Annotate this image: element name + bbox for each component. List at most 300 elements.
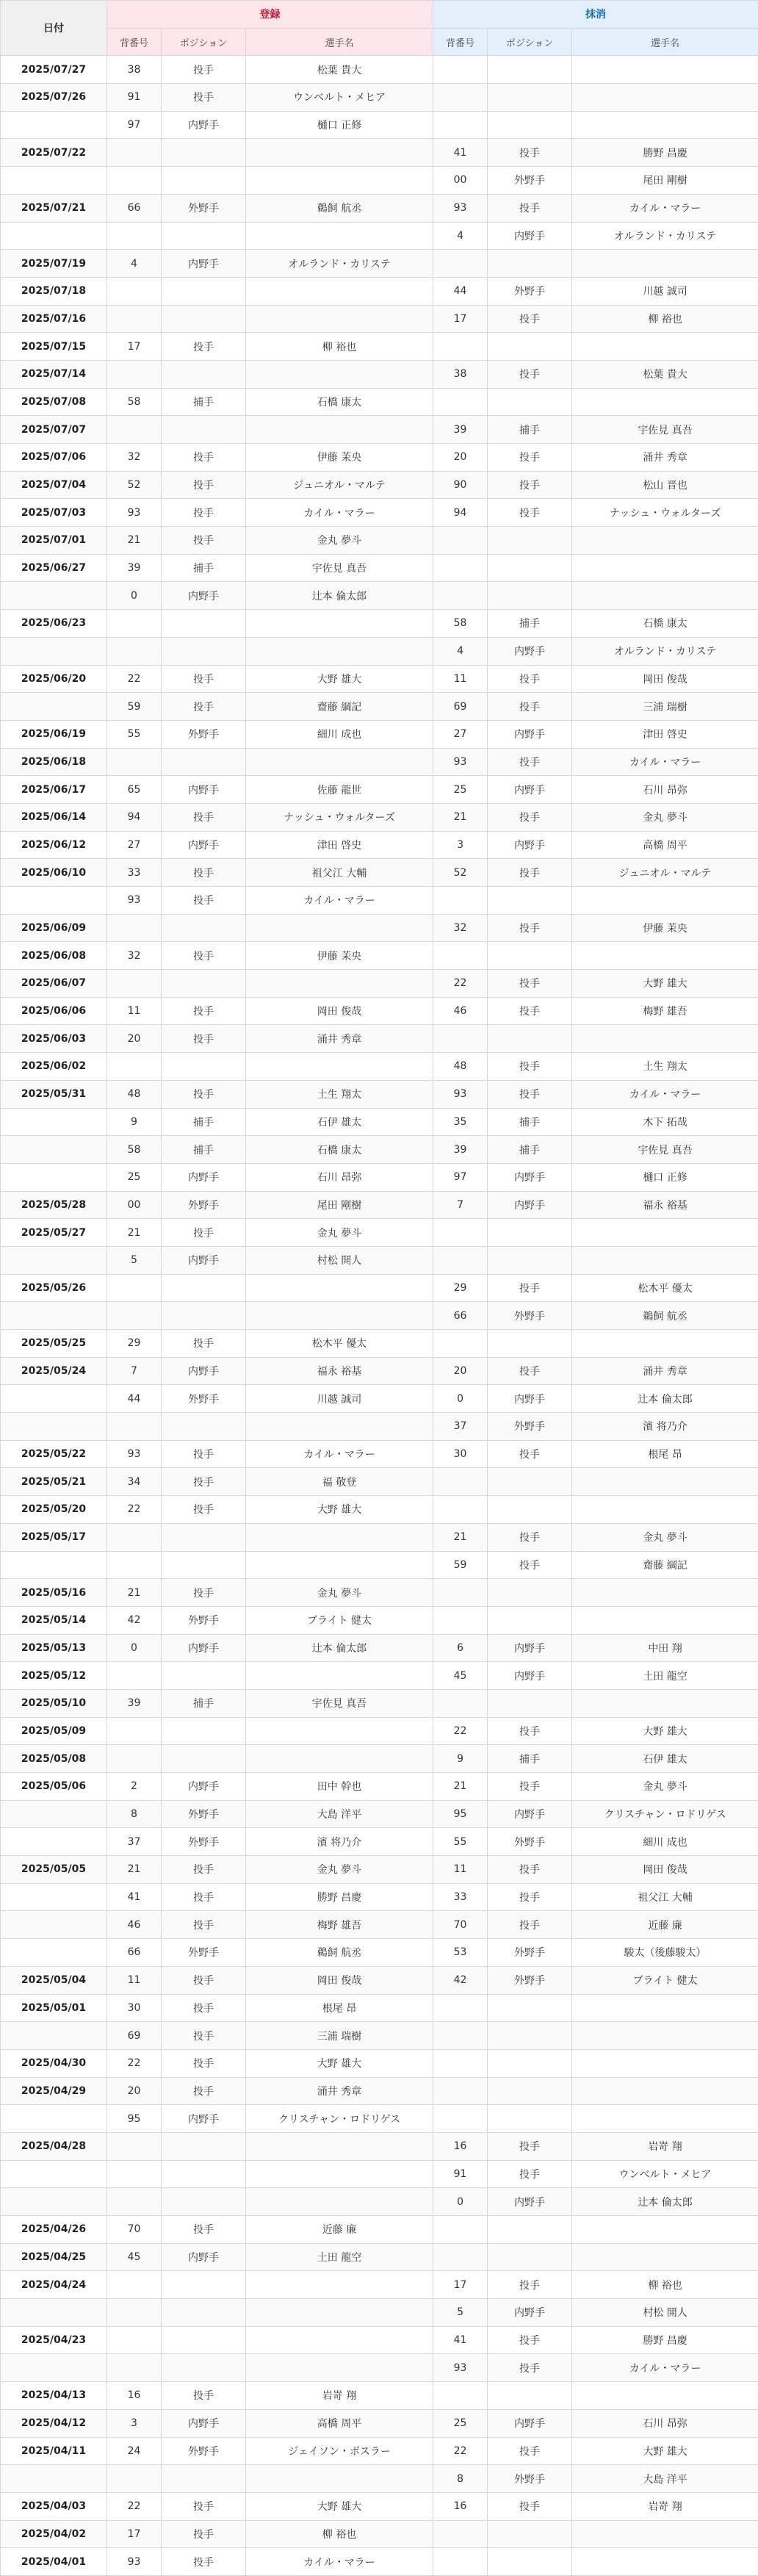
register-number-cell: 42 — [107, 1606, 162, 1634]
deregister-number-cell: 17 — [433, 2271, 488, 2299]
register-player-cell: 大野 雄大 — [246, 2049, 433, 2077]
deregister-position-cell: 投手 — [488, 499, 572, 527]
row-date-cell: 2025/06/20 — [1, 665, 107, 693]
row-date-cell — [1, 1911, 107, 1939]
register-position-cell: 捕手 — [162, 388, 246, 416]
deregister-player-cell: ジュニオル・マルテ — [572, 859, 758, 887]
register-player-cell — [246, 1745, 433, 1773]
register-number-cell — [107, 167, 162, 195]
deregister-number-cell — [433, 2548, 488, 2576]
register-position-cell — [162, 1274, 246, 1302]
register-player-cell — [246, 167, 433, 195]
register-number-cell: 22 — [107, 665, 162, 693]
register-player-cell — [246, 610, 433, 638]
deregister-player-cell — [572, 1579, 758, 1607]
register-number-cell: 0 — [107, 1634, 162, 1662]
deregister-position-cell — [488, 2548, 572, 2576]
deregister-number-cell: 5 — [433, 2299, 488, 2327]
deregister-position-cell: 外野手 — [488, 1966, 572, 1994]
row-date-cell: 2025/07/08 — [1, 388, 107, 416]
deregister-position-cell: 投手 — [488, 1357, 572, 1385]
register-player-cell: 石橋 康太 — [246, 1136, 433, 1164]
register-number-cell: 66 — [107, 194, 162, 222]
register-number-cell: 39 — [107, 1689, 162, 1717]
deregister-position-cell: 外野手 — [488, 277, 572, 305]
row-date-cell: 2025/05/24 — [1, 1357, 107, 1385]
deregister-position-cell: 内野手 — [488, 1800, 572, 1828]
row-date-cell: 2025/04/24 — [1, 2271, 107, 2299]
row-date-cell — [1, 1413, 107, 1441]
deregister-player-cell: 大野 雄大 — [572, 2437, 758, 2465]
deregister-player-cell: 三浦 瑞樹 — [572, 693, 758, 721]
table-row — [1, 2354, 758, 2382]
row-date-cell: 2025/05/31 — [1, 1080, 107, 1108]
deregister-number-cell: 17 — [433, 305, 488, 333]
row-date-cell: 2025/07/16 — [1, 305, 107, 333]
table-row — [1, 720, 758, 748]
row-date-cell: 2025/06/08 — [1, 942, 107, 970]
deregister-number-cell: 45 — [433, 1662, 488, 1690]
register-number-cell: 55 — [107, 720, 162, 748]
register-position-cell: 投手 — [162, 444, 246, 472]
register-position-cell: 内野手 — [162, 2409, 246, 2437]
register-player-cell: 伊藤 茉央 — [246, 942, 433, 970]
row-date-cell — [1, 111, 107, 139]
register-player-cell: オルランド・カリステ — [246, 250, 433, 278]
register-player-cell — [246, 914, 433, 942]
register-player-cell: 岡田 俊哉 — [246, 1966, 433, 1994]
deregister-number-cell: 70 — [433, 1911, 488, 1939]
register-number-cell: 66 — [107, 1939, 162, 1967]
row-date-cell: 2025/06/14 — [1, 803, 107, 831]
row-date-cell — [1, 1136, 107, 1164]
register-position-cell: 投手 — [162, 527, 246, 555]
register-position-cell: 投手 — [162, 1219, 246, 1247]
register-position-cell: 投手 — [162, 1025, 246, 1053]
row-date-cell: 2025/05/06 — [1, 1773, 107, 1801]
row-date-cell: 2025/05/25 — [1, 1330, 107, 1358]
register-number-cell: 21 — [107, 1579, 162, 1607]
deregister-position-cell: 投手 — [488, 914, 572, 942]
deregister-number-cell — [433, 2022, 488, 2050]
deregister-player-cell: 福永 裕基 — [572, 1191, 758, 1219]
register-number-cell: 22 — [107, 2049, 162, 2077]
register-number-header: 背番号 — [107, 28, 162, 56]
register-number-cell — [107, 2132, 162, 2160]
deregister-position-cell — [488, 2049, 572, 2077]
deregister-player-cell: 岡田 俊哉 — [572, 665, 758, 693]
table-row — [1, 1994, 758, 2022]
deregister-player-cell: 尾田 剛樹 — [572, 167, 758, 195]
deregister-player-cell: 金丸 夢斗 — [572, 1523, 758, 1551]
register-player-cell: 柳 裕也 — [246, 2520, 433, 2548]
deregister-number-cell — [433, 1219, 488, 1247]
register-player-cell: 石川 昂弥 — [246, 1163, 433, 1191]
deregister-position-cell: 内野手 — [488, 2299, 572, 2327]
register-position-cell: 外野手 — [162, 1606, 246, 1634]
row-date-cell: 2025/07/01 — [1, 527, 107, 555]
register-player-cell: 川越 誠司 — [246, 1385, 433, 1413]
deregister-player-cell: 津田 啓史 — [572, 720, 758, 748]
deregister-number-cell — [433, 2520, 488, 2548]
deregister-number-cell: 00 — [433, 167, 488, 195]
deregister-header: 抹消 — [433, 1, 758, 29]
register-position-cell: 内野手 — [162, 1634, 246, 1662]
register-position-cell: 投手 — [162, 2382, 246, 2410]
deregister-player-cell — [572, 2382, 758, 2410]
deregister-position-cell: 内野手 — [488, 720, 572, 748]
register-position-cell — [162, 970, 246, 998]
deregister-number-cell — [433, 582, 488, 610]
deregister-position-cell: 内野手 — [488, 1385, 572, 1413]
register-position-cell: 内野手 — [162, 1246, 246, 1274]
row-date-cell: 2025/05/08 — [1, 1745, 107, 1773]
register-number-cell: 97 — [107, 111, 162, 139]
register-position-cell: 投手 — [162, 665, 246, 693]
register-player-cell: 齋藤 綱記 — [246, 693, 433, 721]
deregister-number-cell — [433, 527, 488, 555]
deregister-position-cell: 内野手 — [488, 1163, 572, 1191]
table-row — [1, 277, 758, 305]
register-player-cell — [246, 2465, 433, 2493]
deregister-player-cell — [572, 582, 758, 610]
row-date-cell — [1, 1800, 107, 1828]
register-number-cell: 41 — [107, 1883, 162, 1911]
deregister-number-cell: 20 — [433, 1357, 488, 1385]
table-row — [1, 84, 758, 112]
deregister-number-cell — [433, 554, 488, 582]
register-player-cell — [246, 2354, 433, 2382]
deregister-player-cell — [572, 84, 758, 112]
table-row — [1, 1163, 758, 1191]
register-number-cell: 70 — [107, 2216, 162, 2244]
register-position-cell: 捕手 — [162, 1108, 246, 1136]
deregister-player-cell — [572, 2520, 758, 2548]
register-position-cell: 投手 — [162, 1856, 246, 1884]
table-row — [1, 56, 758, 84]
deregister-number-cell — [433, 111, 488, 139]
register-position-cell — [162, 277, 246, 305]
deregister-number-cell — [433, 2077, 488, 2105]
register-player-cell: 村松 開人 — [246, 1246, 433, 1274]
row-date-cell: 2025/06/12 — [1, 831, 107, 859]
deregister-number-cell: 8 — [433, 2465, 488, 2493]
deregister-player-cell — [572, 2548, 758, 2576]
register-player-cell: 宇佐見 真吾 — [246, 554, 433, 582]
deregister-position-cell: 投手 — [488, 1717, 572, 1745]
deregister-player-cell: 大野 雄大 — [572, 970, 758, 998]
register-position-cell: 内野手 — [162, 111, 246, 139]
deregister-player-cell — [572, 2077, 758, 2105]
table-row — [1, 1523, 758, 1551]
deregister-number-cell: 41 — [433, 139, 488, 167]
row-date-cell: 2025/06/27 — [1, 554, 107, 582]
deregister-position-cell — [488, 250, 572, 278]
register-number-cell: 34 — [107, 1468, 162, 1496]
table-row — [1, 2022, 758, 2050]
register-number-cell: 38 — [107, 56, 162, 84]
deregister-player-cell — [572, 333, 758, 361]
register-position-cell: 内野手 — [162, 1163, 246, 1191]
register-number-cell: 3 — [107, 2409, 162, 2437]
deregister-number-cell — [433, 1246, 488, 1274]
register-number-cell — [107, 2299, 162, 2327]
deregister-number-cell: 53 — [433, 1939, 488, 1967]
deregister-position-cell: 外野手 — [488, 1939, 572, 1967]
deregister-player-cell — [572, 2022, 758, 2050]
register-player-cell: 大野 雄大 — [246, 1496, 433, 1524]
row-date-cell — [1, 1246, 107, 1274]
deregister-player-cell: 涌井 秀章 — [572, 444, 758, 472]
deregister-position-cell: 投手 — [488, 2437, 572, 2465]
register-position-cell: 投手 — [162, 1330, 246, 1358]
row-date-cell — [1, 1551, 107, 1579]
deregister-position-cell: 投手 — [488, 1440, 572, 1468]
register-number-cell: 93 — [107, 499, 162, 527]
row-date-cell: 2025/06/10 — [1, 859, 107, 887]
register-player-cell: クリスチャン・ロドリゲス — [246, 2105, 433, 2133]
register-number-cell: 22 — [107, 1496, 162, 1524]
deregister-number-cell — [433, 887, 488, 915]
register-position-cell: 投手 — [162, 1080, 246, 1108]
register-position-cell: 外野手 — [162, 720, 246, 748]
table-row — [1, 2299, 758, 2327]
deregister-number-cell — [433, 1496, 488, 1524]
table-row — [1, 388, 758, 416]
register-position-cell: 投手 — [162, 471, 246, 499]
deregister-number-cell: 22 — [433, 1717, 488, 1745]
table-row — [1, 499, 758, 527]
row-date-cell: 2025/05/27 — [1, 1219, 107, 1247]
deregister-player-cell: 松木平 優太 — [572, 1274, 758, 1302]
deregister-player-cell: 土田 龍空 — [572, 1662, 758, 1690]
register-number-cell — [107, 610, 162, 638]
register-player-cell: 柳 裕也 — [246, 333, 433, 361]
register-player-cell — [246, 2188, 433, 2216]
deregister-number-cell: 21 — [433, 1523, 488, 1551]
register-position-cell: 外野手 — [162, 2437, 246, 2465]
table-row — [1, 2465, 758, 2493]
deregister-player-cell: 辻本 倫太郎 — [572, 1385, 758, 1413]
deregister-position-cell: 投手 — [488, 1080, 572, 1108]
deregister-player-cell: 濱 将乃介 — [572, 1413, 758, 1441]
deregister-position-cell: 投手 — [488, 693, 572, 721]
table-row — [1, 2216, 758, 2244]
deregister-number-cell: 6 — [433, 1634, 488, 1662]
register-player-cell: 辻本 倫太郎 — [246, 1634, 433, 1662]
register-player-cell — [246, 970, 433, 998]
register-player-cell: カイル・マラー — [246, 1440, 433, 1468]
deregister-number-cell: 91 — [433, 2160, 488, 2188]
register-position-cell: 投手 — [162, 859, 246, 887]
deregister-number-cell — [433, 2105, 488, 2133]
deregister-player-cell — [572, 1025, 758, 1053]
row-date-cell: 2025/06/19 — [1, 720, 107, 748]
register-number-cell: 11 — [107, 997, 162, 1025]
register-player-cell: 松木平 優太 — [246, 1330, 433, 1358]
register-player-cell: 岩嵜 翔 — [246, 2382, 433, 2410]
register-number-cell — [107, 1717, 162, 1745]
deregister-player-cell: カイル・マラー — [572, 194, 758, 222]
deregister-number-cell: 20 — [433, 444, 488, 472]
table-row — [1, 776, 758, 804]
register-number-cell: 00 — [107, 1191, 162, 1219]
table-row — [1, 1357, 758, 1385]
register-position-cell: 投手 — [162, 942, 246, 970]
deregister-position-cell — [488, 111, 572, 139]
row-date-cell: 2025/06/18 — [1, 748, 107, 776]
row-date-cell: 2025/05/13 — [1, 1634, 107, 1662]
row-date-cell: 2025/07/22 — [1, 139, 107, 167]
table-row — [1, 2049, 758, 2077]
table-row — [1, 2382, 758, 2410]
deregister-number-cell: 22 — [433, 970, 488, 998]
deregister-player-cell: 勝野 昌慶 — [572, 139, 758, 167]
table-row — [1, 1966, 758, 1994]
register-position-cell: 内野手 — [162, 582, 246, 610]
register-number-cell: 11 — [107, 1966, 162, 1994]
deregister-player-cell: ナッシュ・ウォルターズ — [572, 499, 758, 527]
row-date-cell: 2025/05/09 — [1, 1717, 107, 1745]
row-date-cell: 2025/07/21 — [1, 194, 107, 222]
deregister-number-cell: 21 — [433, 1773, 488, 1801]
register-player-cell — [246, 416, 433, 444]
deregister-player-cell: 柳 裕也 — [572, 2271, 758, 2299]
deregister-player-cell — [572, 1246, 758, 1274]
deregister-number-cell: 16 — [433, 2492, 488, 2520]
deregister-number-cell: 0 — [433, 1385, 488, 1413]
row-date-cell: 2025/05/20 — [1, 1496, 107, 1524]
table-row — [1, 554, 758, 582]
deregister-number-cell — [433, 388, 488, 416]
table-row — [1, 194, 758, 222]
register-player-cell — [246, 360, 433, 388]
register-player-header: 選手名 — [246, 28, 433, 56]
deregister-position-cell: 捕手 — [488, 1745, 572, 1773]
deregister-position-cell: 投手 — [488, 1523, 572, 1551]
register-player-cell: 津田 啓史 — [246, 831, 433, 859]
register-position-cell: 捕手 — [162, 554, 246, 582]
deregister-player-cell: 土生 翔太 — [572, 1053, 758, 1081]
register-position-cell — [162, 167, 246, 195]
register-position-cell — [162, 1662, 246, 1690]
deregister-position-cell: 投手 — [488, 2354, 572, 2382]
deregister-player-cell: 近藤 廉 — [572, 1911, 758, 1939]
table-row — [1, 2271, 758, 2299]
row-date-cell — [1, 1385, 107, 1413]
register-position-cell — [162, 2271, 246, 2299]
register-player-cell — [246, 305, 433, 333]
table-row — [1, 1440, 758, 1468]
deregister-player-cell: オルランド・カリステ — [572, 637, 758, 665]
register-player-cell — [246, 2160, 433, 2188]
deregister-position-cell: 捕手 — [488, 1108, 572, 1136]
register-number-cell: 93 — [107, 2548, 162, 2576]
register-player-cell: 近藤 廉 — [246, 2216, 433, 2244]
register-number-cell: 32 — [107, 444, 162, 472]
deregister-position-cell: 内野手 — [488, 637, 572, 665]
deregister-player-cell — [572, 942, 758, 970]
register-player-cell: 涌井 秀章 — [246, 1025, 433, 1053]
register-player-cell — [246, 1551, 433, 1579]
deregister-number-cell: 21 — [433, 803, 488, 831]
deregister-player-cell: 石川 昂弥 — [572, 776, 758, 804]
deregister-player-cell: カイル・マラー — [572, 2354, 758, 2382]
deregister-player-cell: 松山 晋也 — [572, 471, 758, 499]
register-number-cell — [107, 360, 162, 388]
register-position-cell: 投手 — [162, 693, 246, 721]
register-player-cell: カイル・マラー — [246, 2548, 433, 2576]
register-position-cell — [162, 2326, 246, 2354]
table-row — [1, 1053, 758, 1081]
deregister-number-cell: 39 — [433, 416, 488, 444]
table-row — [1, 1662, 758, 1690]
row-date-cell: 2025/05/12 — [1, 1662, 107, 1690]
register-player-cell: 福永 裕基 — [246, 1357, 433, 1385]
deregister-position-cell — [488, 1496, 572, 1524]
deregister-position-cell — [488, 582, 572, 610]
register-position-header: ポジション — [162, 28, 246, 56]
register-position-cell: 投手 — [162, 2520, 246, 2548]
register-player-cell: ジェイソン・ボスラー — [246, 2437, 433, 2465]
table-body — [1, 56, 758, 2576]
row-date-cell: 2025/07/26 — [1, 84, 107, 112]
deregister-position-cell: 内野手 — [488, 1634, 572, 1662]
register-position-cell — [162, 2299, 246, 2327]
row-date-cell: 2025/07/06 — [1, 444, 107, 472]
deregister-player-header: 選手名 — [572, 28, 758, 56]
deregister-number-cell: 93 — [433, 748, 488, 776]
deregister-player-cell: 岡田 俊哉 — [572, 1856, 758, 1884]
register-player-cell: 梅野 雄吾 — [246, 1911, 433, 1939]
row-date-cell: 2025/04/29 — [1, 2077, 107, 2105]
register-number-cell — [107, 139, 162, 167]
deregister-player-cell: 柳 裕也 — [572, 305, 758, 333]
register-number-cell — [107, 914, 162, 942]
register-player-cell — [246, 1053, 433, 1081]
deregister-position-cell: 投手 — [488, 2160, 572, 2188]
register-position-cell: 内野手 — [162, 250, 246, 278]
deregister-position-cell: 内野手 — [488, 2409, 572, 2437]
deregister-position-cell — [488, 1606, 572, 1634]
register-player-cell: 勝野 昌慶 — [246, 1883, 433, 1911]
register-number-cell: 29 — [107, 1330, 162, 1358]
register-position-cell — [162, 222, 246, 250]
deregister-position-cell — [488, 527, 572, 555]
row-date-cell — [1, 1828, 107, 1856]
register-number-cell — [107, 1302, 162, 1330]
register-number-cell: 37 — [107, 1828, 162, 1856]
deregister-position-cell — [488, 2520, 572, 2548]
row-date-cell: 2025/04/12 — [1, 2409, 107, 2437]
deregister-player-cell: ウンベルト・メヒア — [572, 2160, 758, 2188]
register-player-cell: 伊藤 茉央 — [246, 444, 433, 472]
register-number-cell: 20 — [107, 1025, 162, 1053]
register-number-cell — [107, 2326, 162, 2354]
deregister-position-cell: 投手 — [488, 194, 572, 222]
register-number-cell: 58 — [107, 388, 162, 416]
deregister-player-cell: 岩嵜 翔 — [572, 2132, 758, 2160]
table-row — [1, 1717, 758, 1745]
deregister-number-cell: 93 — [433, 2354, 488, 2382]
register-position-cell: 投手 — [162, 56, 246, 84]
register-number-cell: 21 — [107, 1219, 162, 1247]
register-number-cell — [107, 748, 162, 776]
deregister-player-cell: 伊藤 茉央 — [572, 914, 758, 942]
deregister-player-cell: 岩嵜 翔 — [572, 2492, 758, 2520]
register-position-cell: 投手 — [162, 2548, 246, 2576]
register-player-cell — [246, 1302, 433, 1330]
